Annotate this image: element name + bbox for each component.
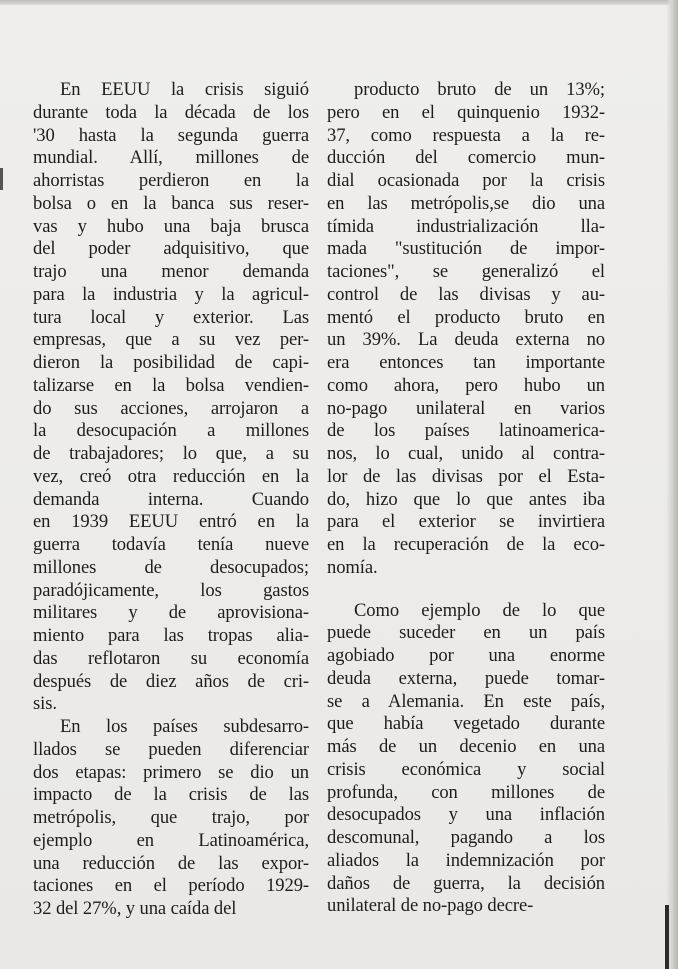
text-line: metrópolis, que trajo, por: [33, 807, 309, 828]
page-top-edge: [0, 0, 678, 5]
text-line: daños de guerra, la decisión: [327, 872, 605, 894]
text-line: descomunal, pagando a los: [327, 827, 605, 848]
text-line: millones de desocupados;: [33, 556, 309, 578]
text-line: profunda, con millones de: [327, 781, 605, 803]
binding-mark: [0, 168, 3, 190]
text-line: agobiado por una enorme: [327, 645, 605, 666]
text-line: '30 hasta la segunda guerra: [33, 124, 309, 146]
text-line: nos, lo cual, unido al contra-: [327, 443, 605, 464]
text-line: un 39%. La deuda externa no: [327, 329, 605, 351]
text-line: demanda interna. Cuando: [33, 488, 309, 510]
text-line: 37, como respuesta a la re-: [327, 124, 605, 146]
text-line: pero en el quinquenio 1932-: [327, 101, 605, 123]
text-line: tura local y exterior. Las: [33, 306, 309, 328]
text-line: En EEUU la crisis siguió: [60, 79, 309, 100]
text-line: dieron la posibilidad de capi-: [33, 352, 309, 373]
left-column: [33, 79, 309, 921]
paragraph: [33, 79, 309, 716]
text-line: que había vegetado durante: [327, 713, 605, 735]
text-line: lor de las divisas por el Esta-: [327, 465, 605, 487]
text-line: en las metrópolis,se dio una: [327, 192, 605, 214]
text-line: do, hizo que lo que antes iba: [327, 488, 605, 510]
text-line: más de un decenio en una: [327, 736, 605, 757]
text-line: do sus acciones, arrojaron a: [33, 397, 309, 419]
right-column: [327, 79, 605, 918]
text-line: guerra todavía tenía nueve: [33, 534, 309, 555]
text-line: paradójicamente, los gastos: [33, 579, 309, 601]
text-line: producto bruto de un 13%;: [354, 79, 605, 100]
text-line: vas y hubo una baja brusca: [33, 215, 309, 237]
text-line: dial ocasionada por la crisis: [327, 170, 605, 191]
text-line: de los países latinoamerica-: [327, 420, 605, 442]
text-line: das reflotaron su economía: [33, 647, 309, 669]
text-line: mada "sustitución de impor-: [327, 238, 605, 260]
text-line: 32 del 27%, y una caída del: [33, 898, 237, 919]
text-line: dos etapas: primero se dio un: [33, 761, 309, 783]
text-line: miento para las tropas alia-: [33, 625, 309, 646]
text-line: trajo una menor demanda: [33, 261, 309, 282]
page-right-edge: [666, 0, 678, 969]
text-line: desocupados y una inflación: [327, 804, 605, 826]
text-line: llados se pueden diferenciar: [33, 738, 309, 760]
text-line: nomía.: [327, 556, 378, 578]
text-line: como ahora, pero hubo un: [327, 374, 605, 396]
text-line: En los países subdesarro-: [60, 716, 309, 737]
text-line: unilateral de no-pago decre-: [327, 895, 534, 917]
binding-shadow: [665, 905, 669, 969]
text-line: taciones en el período 1929-: [33, 875, 309, 897]
text-line: taciones", se generalizó el: [327, 261, 605, 282]
text-line: sis.: [33, 693, 57, 715]
text-line: bolsa o en la banca sus reser-: [33, 192, 309, 214]
text-line: del poder adquisitivo, que: [33, 238, 309, 260]
text-line: para el exterior se invirtiera: [327, 511, 605, 533]
text-line: mundial. Allí, millones de: [33, 147, 309, 169]
text-line: aliados la indemnización por: [327, 849, 605, 871]
paragraph: [33, 716, 309, 921]
text-line: durante toda la década de los: [33, 101, 309, 123]
text-line: ahorristas perdieron en la: [33, 170, 309, 191]
text-line: impacto de la crisis de las: [33, 784, 309, 806]
text-line: una reducción de las expor-: [33, 852, 309, 874]
text-line: ejemplo en Latinoamérica,: [33, 829, 309, 851]
text-line: control de las divisas y au-: [327, 283, 605, 305]
text-line: Como ejemplo de lo que: [354, 599, 605, 621]
text-line: de trabajadores; lo que, a su: [33, 443, 309, 464]
paragraph: [327, 79, 605, 580]
text-line: puede suceder en un país: [327, 622, 605, 644]
text-line: crisis económica y social: [327, 758, 605, 780]
text-line: la desocupación a millones: [33, 420, 309, 442]
text-line: después de diez años de cri-: [33, 670, 309, 692]
text-line: se a Alemania. En este país,: [327, 690, 605, 712]
text-line: era entonces tan importante: [327, 352, 605, 373]
text-line: talizarse en la bolsa vendien-: [33, 374, 309, 396]
text-line: empresas, que a su vez per-: [33, 329, 309, 351]
text-line: para la industria y la agricul-: [33, 283, 309, 305]
text-line: militares y de aprovisiona-: [33, 602, 309, 624]
text-line: tímida industrialización lla-: [327, 215, 605, 237]
text-line: en 1939 EEUU entró en la: [33, 511, 309, 533]
text-line: ducción del comercio mun-: [327, 147, 605, 169]
paragraph: [327, 600, 605, 919]
text-line: vez, creó otra reducción en la: [33, 465, 309, 487]
paragraph-gap: [327, 580, 605, 600]
text-line: no-pago unilateral en varios: [327, 397, 605, 419]
text-line: deuda externa, puede tomar-: [327, 667, 605, 689]
text-line: en la recuperación de la eco-: [327, 534, 605, 555]
text-line: mentó el producto bruto en: [327, 306, 605, 328]
